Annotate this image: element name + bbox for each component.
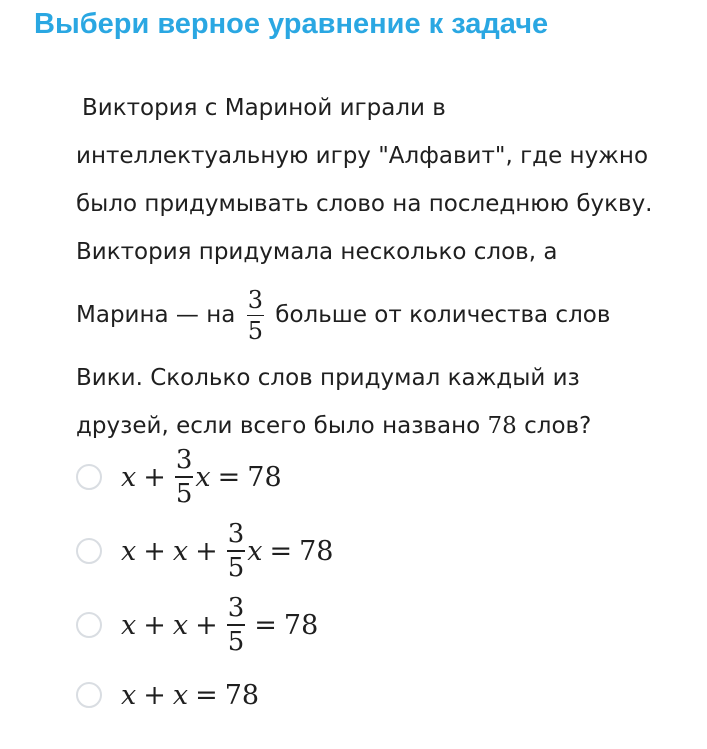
answer-options: [76, 440, 333, 728]
question-title: Выбери верное уравнение к задаче: [34, 8, 549, 40]
answer-option-3[interactable]: [76, 588, 333, 662]
fraction: [247, 285, 264, 346]
problem-text-span: слов?: [524, 413, 592, 439]
fraction-denominator: 5: [227, 552, 245, 583]
operator: +: [143, 461, 166, 493]
equation-rhs: 78: [224, 679, 260, 711]
equation: [121, 447, 282, 507]
fraction: [175, 447, 194, 507]
equation-rhs: 78: [247, 461, 282, 493]
variable: x: [172, 609, 189, 641]
radio-button[interactable]: [76, 538, 102, 564]
variable: x: [172, 679, 189, 711]
operator: +: [143, 609, 166, 641]
equation: [121, 595, 318, 655]
radio-button[interactable]: [76, 612, 102, 638]
radio-button[interactable]: [76, 464, 102, 490]
problem-line: [76, 276, 701, 354]
answer-option-2[interactable]: [76, 514, 333, 588]
variable: x: [121, 609, 137, 641]
problem-text-span: Марина — на: [76, 302, 236, 328]
variable: x: [172, 535, 189, 567]
problem-line: Виктория придумала несколько слов, а: [76, 239, 558, 265]
equation: [121, 680, 259, 711]
fraction-numerator: 3: [227, 519, 245, 550]
fraction: [227, 521, 246, 581]
fraction-denominator: 5: [247, 317, 263, 346]
variable: x: [195, 461, 211, 493]
problem-text-span: больше от количества слов: [275, 302, 611, 328]
fraction-numerator: 3: [227, 593, 245, 624]
answer-option-4[interactable]: [76, 662, 333, 728]
operator: +: [143, 679, 166, 711]
variable: x: [121, 535, 137, 567]
variable: x: [121, 461, 137, 493]
operator: =: [217, 461, 241, 493]
operator: +: [195, 535, 218, 567]
operator: +: [143, 535, 166, 567]
radio-button[interactable]: [76, 682, 102, 708]
problem-number: 78: [487, 413, 517, 439]
problem-line: интеллектуальную игру "Алфавит", где нужно: [76, 143, 649, 169]
operator: +: [195, 609, 218, 641]
operator: =: [269, 535, 293, 567]
fraction: [227, 595, 246, 655]
problem-text-span: друзей, если всего было названо: [76, 413, 481, 439]
variable: x: [247, 535, 263, 567]
problem-line: Вики. Сколько слов придумал каждый из: [76, 365, 580, 391]
fraction-numerator: 3: [247, 285, 263, 314]
equation-rhs: 78: [299, 535, 334, 567]
problem-line: было придумывать слово на последнюю букву.: [76, 191, 653, 217]
problem-line: Виктория с Мариной играли в: [82, 95, 446, 121]
fraction-numerator: 3: [175, 445, 193, 476]
answer-option-1[interactable]: [76, 440, 333, 514]
fraction-denominator: 5: [175, 478, 193, 509]
problem-text: [76, 84, 701, 450]
operator: =: [195, 679, 218, 711]
variable: x: [121, 679, 137, 711]
fraction-denominator: 5: [227, 626, 245, 657]
equation: [121, 521, 333, 581]
operator: =: [254, 609, 277, 641]
equation-rhs: 78: [283, 609, 319, 641]
